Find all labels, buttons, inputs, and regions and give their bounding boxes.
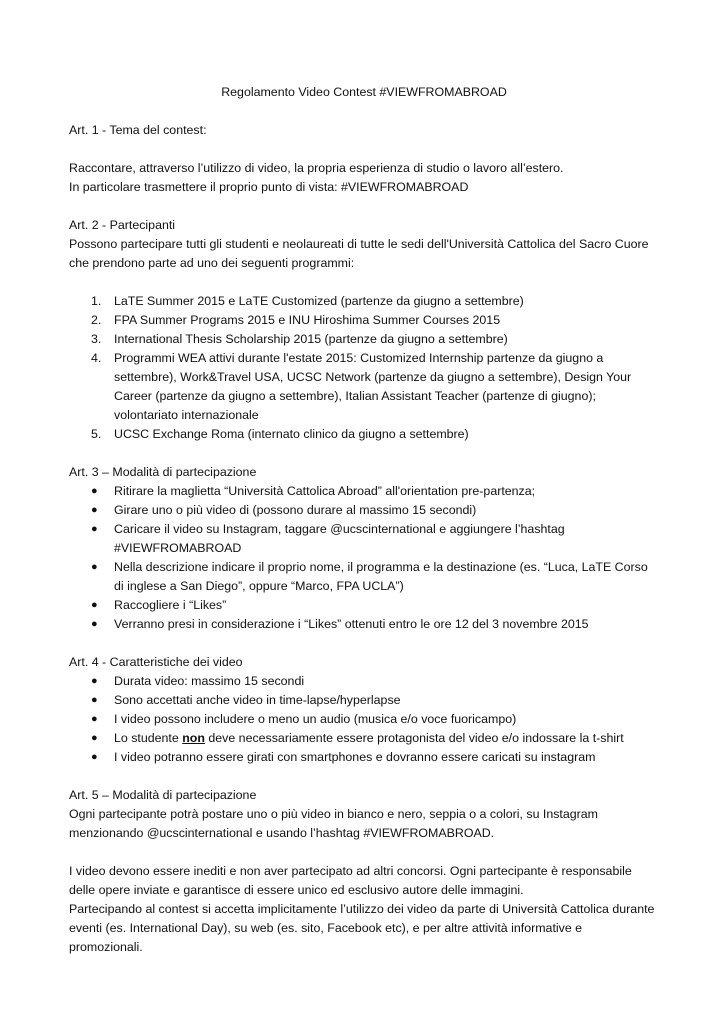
art3-bullet-list [69,482,659,634]
bullet-icon: ● [91,694,98,706]
list-item [69,311,659,330]
list-item [69,349,659,425]
list-item [69,748,659,767]
list-item [69,558,659,596]
list-item [69,520,659,558]
bullet-icon: ● [91,732,98,744]
bullet-icon: ● [91,485,98,497]
art2-program-list [69,292,659,444]
document-title: Regolamento Video Contest #VIEWFROMABROAD [221,85,507,99]
list-item-text: Programmi WEA attivi durante l'estate 2015: Customized Internship partenze da giugno a settembre), Work&Travel USA, UCSC Network (partenze da giugno a settembre), Design Your Career (partenze da giugno a settembre), Italian Assistant Teacher (partenze di giugno); volontariato internazionale [114,351,632,422]
art3-heading: Art. 3 – Modalità di partecipazione [69,465,257,479]
list-item-text: LaTE Summer 2015 e LaTE Customized (partenze da giugno a settembre) [114,294,524,308]
list-number: 4. [91,351,102,365]
art4-bullet-list [69,672,659,767]
art5-paragraph-2: I video devono essere inediti e non aver partecipato ad altri concorsi. Ogni partecipante è responsabile delle opere inviate e garantisce di essere unico ed esclusivo autore delle immagini. [69,864,632,897]
list-item [69,330,659,349]
list-item-text: Raccogliere i “Likes” [114,598,227,612]
list-item [69,710,659,729]
list-item-text: I video possono includere o meno un audio (musica e/o voce fuoricampo) [114,712,517,726]
list-item-text: Nella descrizione indicare il proprio nome, il programma e la destinazione (es. “Luca, LaTE Corso di inglese a San Diego”, oppure “Marco, FPA UCLA”) [114,560,648,593]
art5-paragraph-3: Partecipando al contest si accetta implicitamente l’utilizzo dei video da parte di Università Cattolica durante eventi (es. International Day), su web (es. sito, Facebook etc), e per altre attività informative e promozionali. [69,902,655,954]
bullet-icon: ● [91,751,98,763]
list-item-text-end: deve necessariamente essere protagonista del video e/o indossare la t-shirt [204,731,624,745]
list-item [69,292,659,311]
emphasis-non: non [182,731,205,745]
art1-heading: Art. 1 - Tema del contest: [69,123,207,137]
list-item [69,615,659,634]
list-number: 3. [91,332,102,346]
document-page [69,83,659,957]
art2-intro: Possono partecipare tutti gli studenti e neolaureati di tutte le sedi dell'Università Cattolica del Sacro Cuore che prendono parte ad uno dei seguenti programmi: [69,237,649,270]
list-item-text: Caricare il video su Instagram, taggare @ucscinternational e aggiungere l’hashtag #VIEWFROMABROAD [114,522,565,555]
list-item-text: FPA Summer Programs 2015 e INU Hiroshima Summer Courses 2015 [114,313,501,327]
list-item-text: UCSC Exchange Roma (internato clinico da giugno a settembre) [114,427,469,441]
list-item-text: International Thesis Scholarship 2015 (partenze da giugno a settembre) [114,332,508,346]
art5-paragraph-1: Ogni partecipante potrà postare uno o più video in bianco e nero, seppia o a colori, su Instagram menzionando @ucscinternational e usando l’hashtag #VIEWFROMABROAD. [69,807,598,840]
bullet-icon: ● [91,618,98,630]
list-item-text: Durata video: massimo 15 secondi [114,674,305,688]
list-number: 5. [91,427,102,441]
list-item-text: Verranno presi in considerazione i “Likes” ottenuti entro le ore 12 del 3 novembre 2015 [114,617,589,631]
list-item [69,596,659,615]
bullet-icon: ● [91,713,98,725]
list-item [69,691,659,710]
list-item [69,729,659,748]
list-item [69,672,659,691]
list-item [69,501,659,520]
list-item-text: I video potranno essere girati con smartphones e dovranno essere caricati su instagram [114,750,596,764]
list-number: 1. [91,294,102,308]
list-item-text: Ritirare la maglietta “Università Cattolica Abroad” all'orientation pre-partenza; [114,484,536,498]
list-item-text: Girare uno o più video di (possono durare al massimo 15 secondi) [114,503,477,517]
list-number: 2. [91,313,102,327]
art1-line1: Raccontare, attraverso l’utilizzo di video, la propria esperienza di studio o lavoro all’estero. [69,161,564,175]
list-item-text: Sono accettati anche video in time-lapse/hyperlapse [114,693,401,707]
art5-heading: Art. 5 – Modalità di partecipazione [69,788,257,802]
list-item [69,425,659,444]
bullet-icon: ● [91,561,98,573]
bullet-icon: ● [91,504,98,516]
art2-heading: Art. 2 - Partecipanti [69,218,176,232]
bullet-icon: ● [91,675,98,687]
bullet-icon: ● [91,523,98,535]
art1-line2: In particolare trasmettere il proprio punto di vista: #VIEWFROMABROAD [69,180,469,194]
list-item [69,482,659,501]
art4-heading: Art. 4 - Caratteristiche dei video [69,655,243,669]
list-item-text-start: Lo studente [114,731,183,745]
bullet-icon: ● [91,599,98,611]
